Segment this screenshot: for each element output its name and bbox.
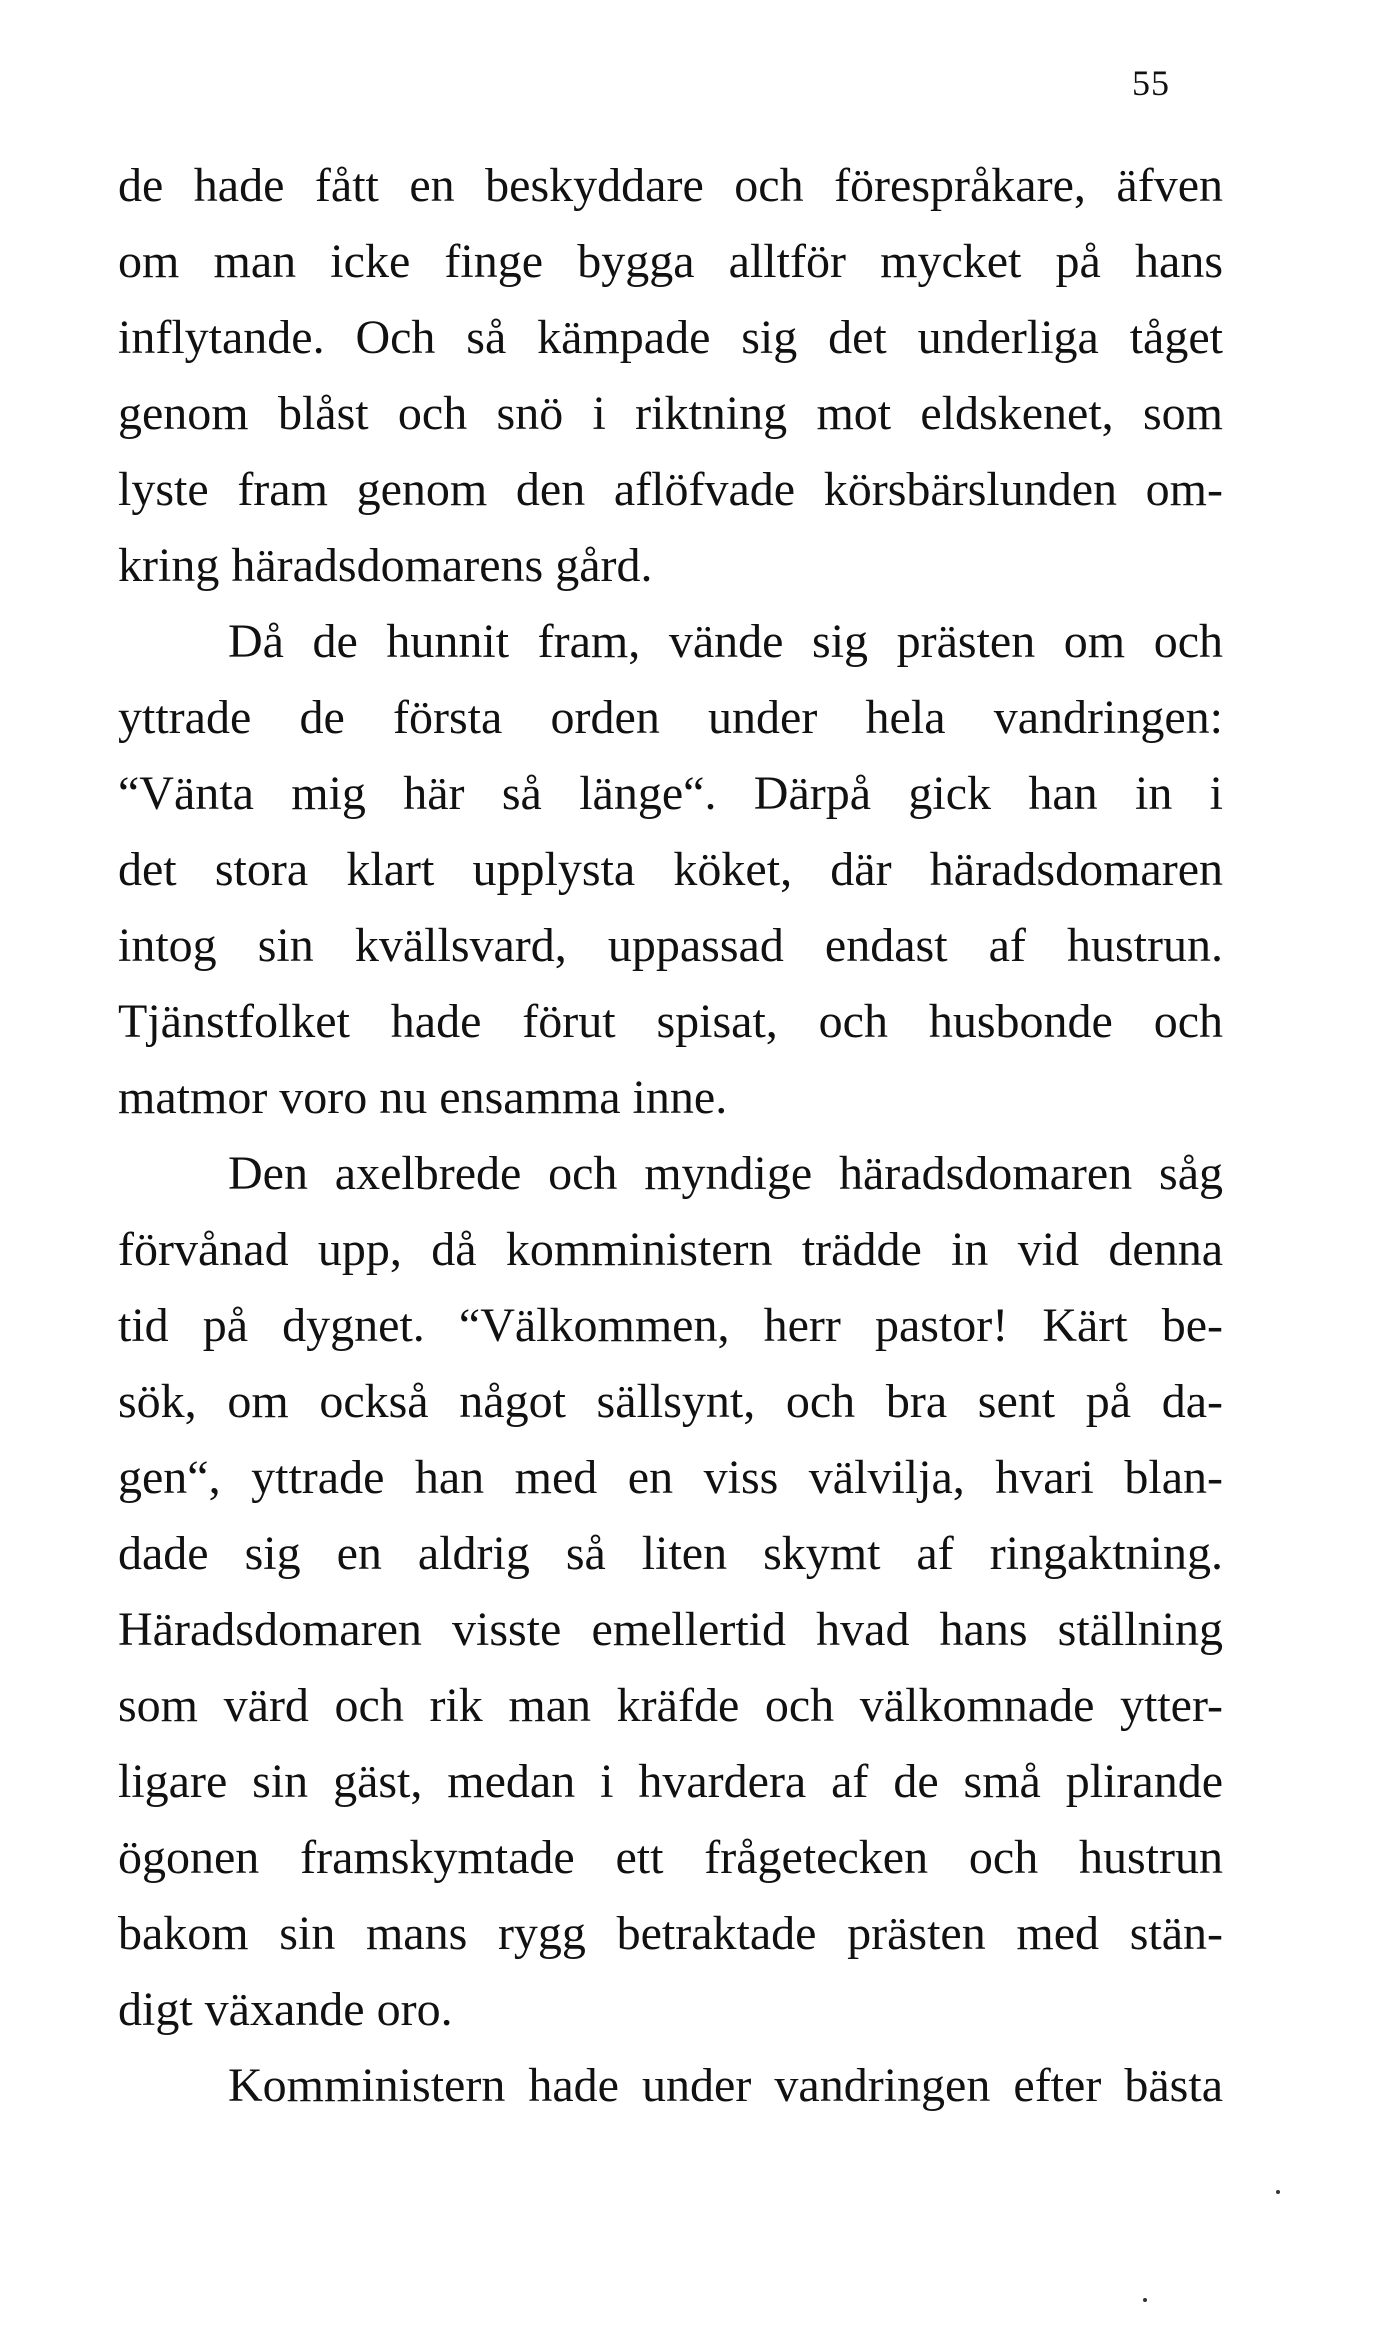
text-line: “Vänta mig här så länge“. Därpå gick han in i [118, 767, 1223, 820]
text-line: det stora klart upplysta köket, där häradsdomaren [118, 843, 1223, 896]
text-line: gen“, yttrade han med en viss välvilja, hvari blan- [118, 1451, 1223, 1504]
paragraph [118, 1136, 1223, 2048]
text-line: tid på dygnet. “Välkommen, herr pastor! Kärt be- [118, 1299, 1223, 1352]
text-line: ligare sin gäst, medan i hvardera af de små plirande [118, 1755, 1223, 1808]
text-line: om man icke finge bygga alltför mycket på hans [118, 235, 1223, 288]
text-line: sök, om också något sällsynt, och bra sent på da- [118, 1375, 1223, 1428]
text-line: matmor voro nu ensamma inne. [118, 1071, 728, 1124]
paragraph [118, 148, 1223, 604]
text-line: yttrade de första orden under hela vandringen: [118, 691, 1223, 744]
page-number: 55 [1132, 63, 1170, 103]
paragraph [118, 2048, 1223, 2124]
print-speck [1276, 2190, 1280, 2194]
text-line: förvånad upp, då komministern trädde in vid denna [118, 1223, 1223, 1276]
text-line: genom blåst och snö i riktning mot eldskenet, som [118, 387, 1223, 440]
text-line: Komministern hade under vandringen efter bästa [228, 2059, 1223, 2112]
text-line: som värd och rik man kräfde och välkomnade ytter- [118, 1679, 1223, 1732]
text-line: digt växande oro. [118, 1983, 453, 2036]
text-line: dade sig en aldrig så liten skymt af ringaktning. [118, 1527, 1223, 1580]
text-line: lyste fram genom den aflöfvade körsbärslunden om- [118, 463, 1223, 516]
text-line: de hade fått en beskyddare och förespråkare, äfven [118, 159, 1223, 212]
text-line: Då de hunnit fram, vände sig prästen om och [228, 615, 1223, 668]
text-line: bakom sin mans rygg betraktade prästen med stän- [118, 1907, 1223, 1960]
print-speck [1143, 2298, 1147, 2302]
text-line: kring häradsdomarens gård. [118, 539, 653, 592]
text-line: intog sin kvällsvard, uppassad endast af hustrun. [118, 919, 1223, 972]
paragraph [118, 604, 1223, 1136]
text-line: Tjänstfolket hade förut spisat, och husbonde och [118, 995, 1223, 1048]
text-line: Den axelbrede och myndige häradsdomaren såg [228, 1147, 1223, 1200]
text-line: Häradsdomaren visste emellertid hvad hans ställning [118, 1603, 1223, 1656]
text-line: ögonen framskymtade ett frågetecken och hustrun [118, 1831, 1223, 1884]
body-text [118, 148, 1223, 2124]
text-line: inflytande. Och så kämpade sig det underliga tåget [118, 311, 1223, 364]
